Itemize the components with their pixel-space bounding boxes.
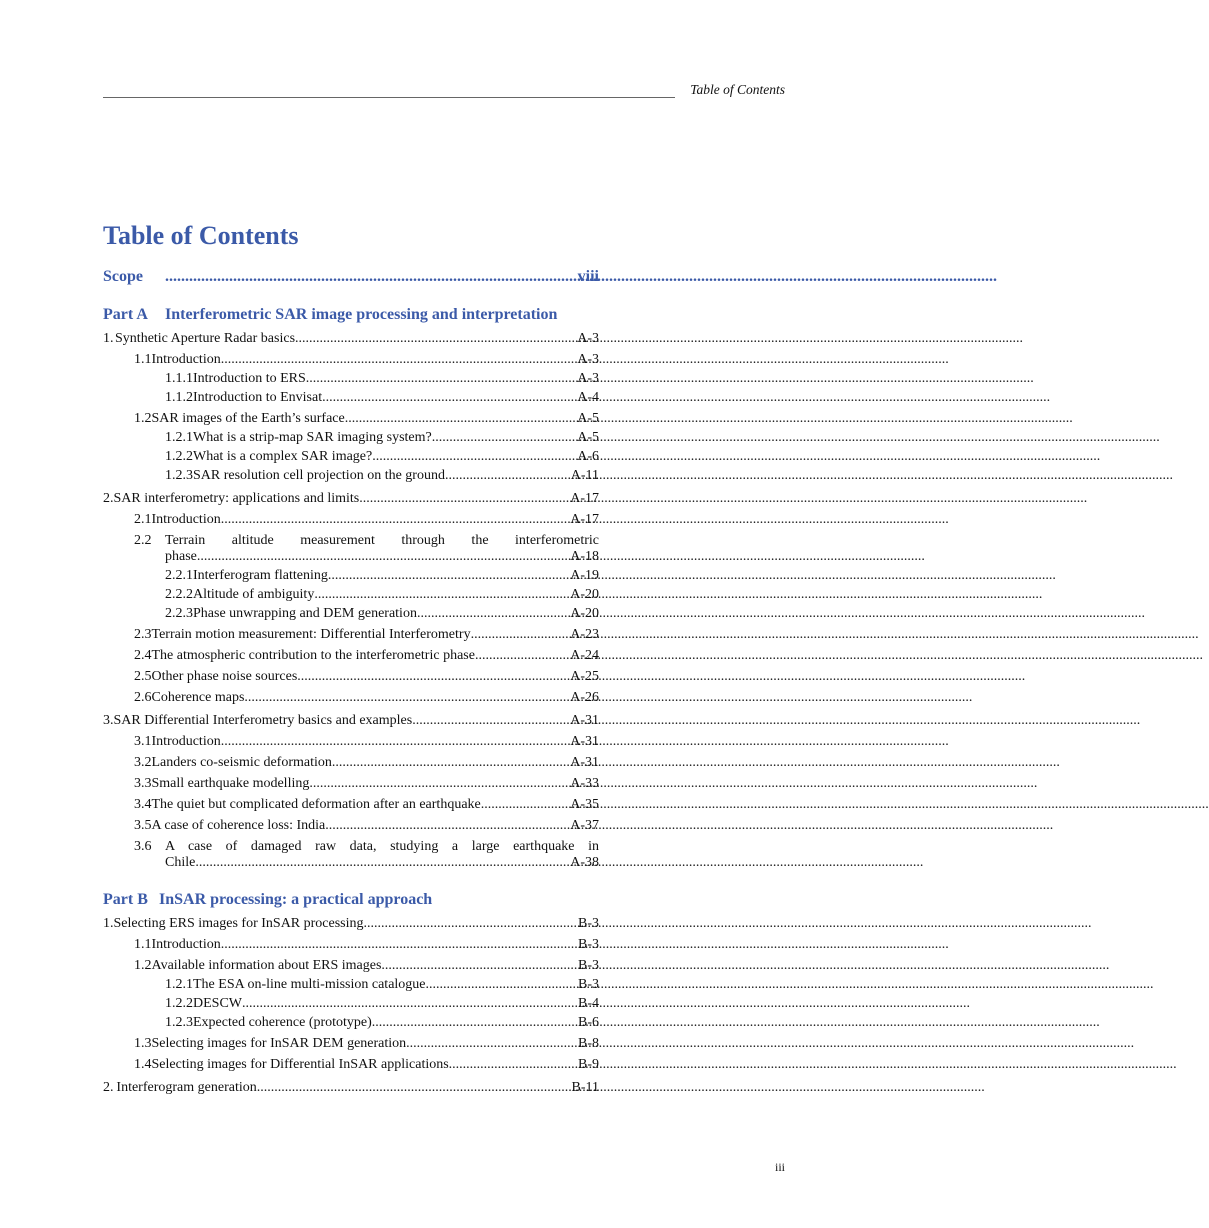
- dot-leader: [314, 587, 570, 603]
- toc-entry-number: 3.3: [134, 776, 152, 791]
- dot-leader: [309, 776, 570, 792]
- toc-entry-number: 3.6: [134, 839, 152, 854]
- toc-entry-page: A-19: [570, 568, 599, 583]
- toc-entry-title: The ESA on-line multi-mission catalogue: [193, 977, 426, 992]
- toc-entry-title: What is a complex SAR image?: [193, 449, 373, 464]
- toc-entry-title: Expected coherence (prototype): [193, 1015, 372, 1030]
- header-rule: [103, 97, 675, 98]
- toc-entry-number: 2.2.1: [165, 568, 193, 583]
- dot-leader: [221, 352, 578, 368]
- toc-entry-title: Introduction: [151, 937, 221, 952]
- table-of-contents: [103, 268, 599, 1096]
- toc-entry-page: A-25: [570, 669, 599, 684]
- toc-entry-page: B-3: [578, 937, 599, 952]
- dot-leader: [471, 627, 571, 643]
- toc-entry-page: A-20: [570, 587, 599, 602]
- toc-entry-page: B-3: [578, 958, 599, 973]
- dot-leader: [417, 606, 570, 622]
- toc-entry[interactable]: [103, 533, 599, 565]
- dot-leader: [165, 268, 578, 286]
- toc-entry[interactable]: [103, 734, 599, 750]
- toc-entry[interactable]: [103, 491, 599, 507]
- toc-entry-title: Coherence maps: [151, 690, 245, 705]
- dot-leader: [345, 411, 577, 427]
- toc-entry-number: 1.1: [134, 352, 152, 367]
- toc-entry-number: 2.2.2: [165, 587, 193, 602]
- dot-leader: [197, 549, 570, 565]
- toc-entry-title: Introduction: [151, 352, 221, 367]
- toc-entry-page: B-4: [578, 996, 599, 1011]
- toc-entry-page: B-9: [578, 1057, 599, 1072]
- toc-entry-number: 1.1: [134, 937, 152, 952]
- toc-entry-page: A-20: [570, 606, 599, 621]
- toc-entry-number: 1.2.2: [165, 996, 193, 1011]
- toc-entry-page: A-24: [570, 648, 599, 663]
- toc-entry[interactable]: [103, 958, 599, 974]
- toc-entry[interactable]: [103, 797, 599, 813]
- toc-entry-number: 2.2.3: [165, 606, 193, 621]
- toc-entry-title: Other phase noise sources: [151, 669, 298, 684]
- dot-leader: [322, 390, 577, 406]
- toc-entry[interactable]: [103, 468, 599, 484]
- toc-entry-title: SAR Differential Interferometry basics and examples: [113, 713, 413, 728]
- dot-leader: [381, 958, 578, 974]
- toc-entry-number: 2.2: [134, 533, 152, 548]
- toc-entry-page: A-17: [570, 491, 599, 506]
- toc-entry-number: 2.4: [134, 648, 152, 663]
- toc-entry-page: A-33: [570, 776, 599, 791]
- toc-entry-title: SAR interferometry: applications and limits: [113, 491, 360, 506]
- toc-entry[interactable]: [103, 390, 599, 406]
- toc-entry-title: Terrain motion measurement: Differential Interferometry: [151, 627, 471, 642]
- toc-entry-title: Interferogram generation: [116, 1080, 257, 1095]
- dot-leader: [221, 937, 578, 953]
- toc-entry[interactable]: [103, 937, 599, 953]
- dot-leader: [242, 996, 578, 1012]
- toc-entry-number: 2.: [103, 1080, 114, 1095]
- toc-entry-page: A-31: [570, 734, 599, 749]
- toc-entry-number: 1.2.3: [165, 1015, 193, 1030]
- toc-entry[interactable]: [103, 627, 599, 643]
- toc-entry-page: A-23: [570, 627, 599, 642]
- toc-entry-number: 1.2.3: [165, 468, 193, 483]
- toc-entry-number: 2.1: [134, 512, 152, 527]
- toc-entry-title: Scope: [103, 268, 143, 285]
- toc-entry[interactable]: [103, 1057, 599, 1073]
- dot-leader: [364, 916, 578, 932]
- toc-entry[interactable]: [103, 430, 599, 446]
- toc-entry-page: A-11: [570, 468, 599, 483]
- toc-entry[interactable]: [103, 449, 599, 465]
- toc-entry-title: Selecting images for InSAR DEM generation: [151, 1036, 407, 1051]
- toc-entry-title: SAR images of the Earth’s surface: [151, 411, 345, 426]
- toc-entry-title: Introduction: [151, 734, 221, 749]
- toc-entry-title: Synthetic Aperture Radar basics: [115, 331, 296, 346]
- part-label: Part A: [103, 306, 148, 323]
- dot-leader: [297, 669, 570, 685]
- toc-entry-page: A-3: [577, 371, 599, 386]
- page-number: iii: [775, 1160, 786, 1174]
- toc-entry-title: Introduction: [151, 512, 221, 527]
- part-label: Part B: [103, 891, 148, 908]
- toc-entry-number: 1.2: [134, 958, 152, 973]
- toc-entry-page: A-31: [570, 755, 599, 770]
- toc-entry-number: 1.3: [134, 1036, 152, 1051]
- dot-leader: [475, 648, 570, 664]
- toc-entry-title: Altitude of ambiguity: [193, 587, 315, 602]
- toc-entry-number: 1.4: [134, 1057, 152, 1072]
- toc-entry[interactable]: [103, 977, 599, 993]
- toc-entry-title: The quiet but complicated deformation after an earthquake: [151, 797, 481, 812]
- toc-entry-number: 2.5: [134, 669, 152, 684]
- dot-leader: [306, 371, 577, 387]
- part-a-heading: [103, 306, 599, 324]
- toc-entry-number: 1.1.1: [165, 371, 193, 386]
- part-title: Interferometric SAR image processing and interpretation: [165, 306, 558, 323]
- toc-entry-title-continued: phase: [165, 549, 197, 564]
- toc-entry-page: A-5: [577, 411, 599, 426]
- toc-entry-page: A-26: [570, 690, 599, 705]
- dot-leader: [372, 449, 577, 465]
- toc-entry-page: B-6: [578, 1015, 599, 1030]
- toc-entry-page: A-3: [577, 331, 599, 346]
- page-title: Table of Contents: [103, 221, 299, 250]
- toc-entry-number: 1.2: [134, 411, 152, 426]
- toc-entry-page: A-18: [570, 549, 599, 564]
- toc-entry-page: B-3: [578, 916, 599, 931]
- toc-entry-title: SAR resolution cell projection on the ground: [193, 468, 445, 483]
- toc-entry-title: Available information about ERS images: [151, 958, 382, 973]
- dot-leader: [325, 818, 570, 834]
- toc-entry-page: A-35: [570, 797, 599, 812]
- toc-entry-page: B-11: [571, 1080, 599, 1095]
- toc-entry-title: Selecting images for Differential InSAR applications: [151, 1057, 449, 1072]
- toc-entry[interactable]: [103, 839, 599, 871]
- dot-leader: [445, 468, 571, 484]
- toc-entry-title: Interferogram flattening: [193, 568, 328, 583]
- part-title: InSAR processing: a practical approach: [159, 891, 433, 908]
- toc-entry-page: A-38: [570, 855, 599, 870]
- toc-entry-number: 3.5: [134, 818, 152, 833]
- part-b-heading: [103, 891, 599, 909]
- dot-leader: [295, 331, 577, 347]
- toc-entry[interactable]: [103, 648, 599, 664]
- toc-entry[interactable]: [103, 371, 599, 387]
- toc-entry[interactable]: [103, 755, 599, 771]
- toc-entry-number: 3.: [103, 713, 114, 728]
- toc-entry-page: viii: [577, 268, 599, 285]
- toc-entry-title: Terrain altitude measurement through the interferometric: [165, 533, 599, 548]
- toc-entry-number: 2.3: [134, 627, 152, 642]
- dot-leader: [359, 491, 570, 507]
- toc-entry-number: 2.6: [134, 690, 152, 705]
- toc-entry-page: A-4: [577, 390, 599, 405]
- toc-entry-page: A-31: [570, 713, 599, 728]
- toc-entry[interactable]: [103, 916, 599, 932]
- toc-entry[interactable]: [103, 669, 599, 685]
- toc-entry-title: What is a strip-map SAR imaging system?: [193, 430, 432, 445]
- running-header: [103, 82, 785, 102]
- toc-entry-title: Introduction to Envisat: [193, 390, 323, 405]
- toc-entry[interactable]: [103, 1015, 599, 1031]
- toc-entry-title: A case of coherence loss: India: [151, 818, 326, 833]
- toc-entry-number: 1.1.2: [165, 390, 193, 405]
- dot-leader: [195, 855, 570, 871]
- toc-entry[interactable]: [103, 1036, 599, 1052]
- toc-entry-number: 3.1: [134, 734, 152, 749]
- running-header-title: Table of Contents: [690, 82, 785, 97]
- toc-entry-title: Landers co-seismic deformation: [151, 755, 332, 770]
- toc-entry[interactable]: [103, 1080, 599, 1096]
- toc-entry-number: 3.4: [134, 797, 152, 812]
- toc-entry[interactable]: [103, 587, 599, 603]
- toc-entry-number: 1.2.1: [165, 977, 193, 992]
- toc-entry[interactable]: [103, 996, 599, 1012]
- dot-leader: [449, 1057, 578, 1073]
- toc-entry-scope[interactable]: [103, 268, 599, 286]
- toc-entry-title: DESCW: [193, 996, 242, 1011]
- toc-entry-page: B-8: [578, 1036, 599, 1051]
- toc-entry-page: A-6: [577, 449, 599, 464]
- toc-entry-number: 1.: [103, 331, 114, 346]
- toc-entry[interactable]: [103, 512, 599, 528]
- toc-entry-title: Selecting ERS images for InSAR processing: [113, 916, 364, 931]
- toc-entry-number: 1.2.2: [165, 449, 193, 464]
- dot-leader: [406, 1036, 578, 1052]
- dot-leader: [332, 755, 570, 771]
- dot-leader: [221, 734, 571, 750]
- toc-entry[interactable]: [103, 606, 599, 622]
- toc-entry-number: 1.2.1: [165, 430, 193, 445]
- dot-leader: [328, 568, 570, 584]
- dot-leader: [432, 430, 577, 446]
- dot-leader: [372, 1015, 578, 1031]
- toc-entry-title-continued: Chile: [165, 855, 196, 870]
- dot-leader: [481, 797, 570, 813]
- toc-entry[interactable]: [103, 713, 599, 729]
- toc-entry-title: A case of damaged raw data, studying a large earthquake in: [165, 839, 599, 854]
- toc-entry[interactable]: [103, 411, 599, 427]
- dot-leader: [244, 690, 570, 706]
- toc-entry-page: A-3: [577, 352, 599, 367]
- toc-entry-number: 1.: [103, 916, 114, 931]
- toc-entry[interactable]: [103, 352, 599, 368]
- toc-entry[interactable]: [103, 568, 599, 584]
- toc-entry-title: Introduction to ERS: [193, 371, 306, 386]
- toc-entry[interactable]: [103, 776, 599, 792]
- dot-leader: [412, 713, 570, 729]
- toc-entry-title: The atmospheric contribution to the interferometric phase: [151, 648, 475, 663]
- toc-entry[interactable]: [103, 331, 599, 347]
- toc-entry-page: A-17: [570, 512, 599, 527]
- toc-entry[interactable]: [103, 818, 599, 834]
- toc-entry[interactable]: [103, 690, 599, 706]
- toc-entry-number: 2.: [103, 491, 114, 506]
- dot-leader: [257, 1080, 572, 1096]
- toc-entry-title: Phase unwrapping and DEM generation: [193, 606, 417, 621]
- toc-entry-page: A-37: [570, 818, 599, 833]
- dot-leader: [426, 977, 578, 993]
- toc-entry-page: B-3: [578, 977, 599, 992]
- toc-entry-number: 3.2: [134, 755, 152, 770]
- dot-leader: [221, 512, 571, 528]
- toc-entry-title: Small earthquake modelling: [151, 776, 310, 791]
- toc-entry-page: A-5: [577, 430, 599, 445]
